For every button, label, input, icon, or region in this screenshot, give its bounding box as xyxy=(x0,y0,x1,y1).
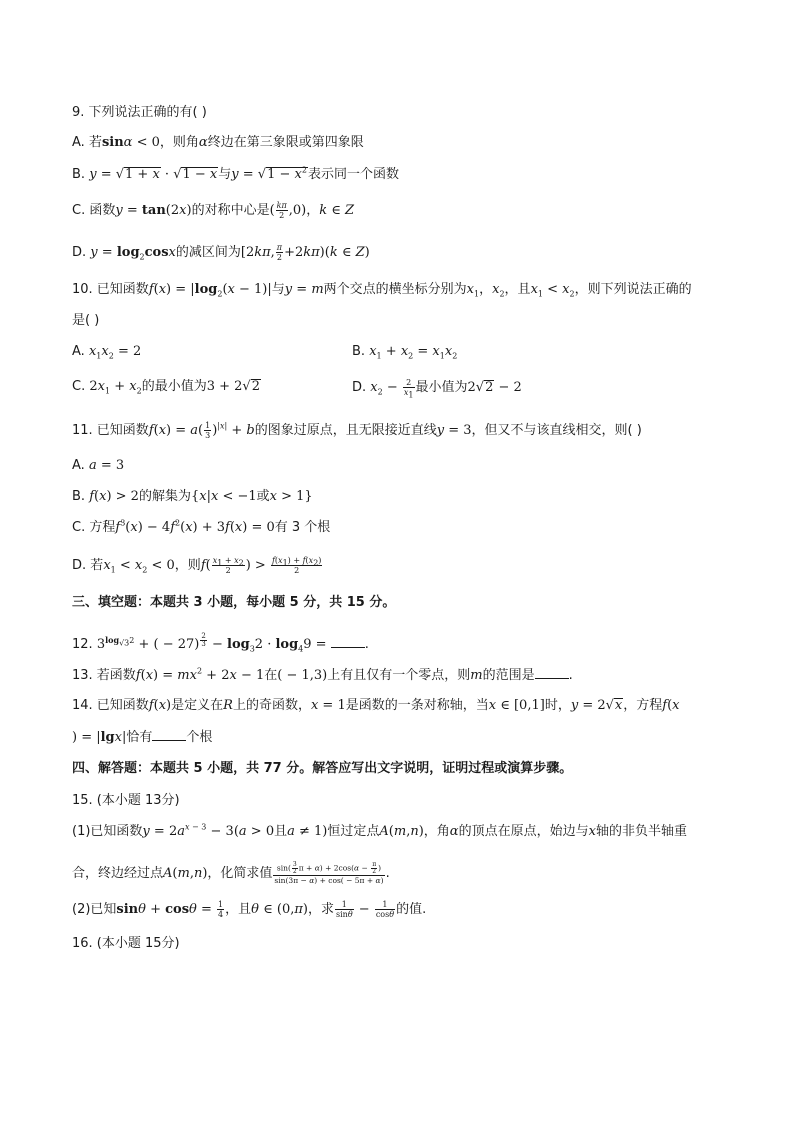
q9-option-c: C. 函数y = tan(2x)的对称中心是( $\frac{k\pi}{2}$ ,0)，k ∈ Z xyxy=(72,201,355,220)
q10-option-d: D. $x_2$ − $\frac{2}{x_1}$ 最小值为2√2 − 2 xyxy=(352,378,522,400)
q14-answer-blank[interactable] xyxy=(152,728,186,741)
section3-heading: 三、填空题：本题共 3 小题，每小题 5 分，共 15 分。 xyxy=(72,595,396,610)
q12-answer-blank[interactable] xyxy=(331,635,365,648)
q15-part1-line1: (1)已知函数$y = 2a^{x - 3} - 3(a > 0$且a ≠ 1)恒过定点A(m,n)，角α的顶点在原点，始边与x轴的非负半轴重 xyxy=(72,822,687,839)
q16-heading: 16. (本小题 15分) xyxy=(72,936,180,951)
q14-line2: ) = |lgx|恰有 个根 xyxy=(72,730,213,745)
q11-option-c: C. 方程$f^3(x) - 4f^2(x) + 3f(x) = 0$有 3 个根 xyxy=(72,518,331,535)
q11-stem: 11. 已知函数f(x) = a( $\frac{1}{3}$ )$^{|x|}$ + b的图象过原点，且无限接近直线y = 3，但又不与该直线相交，则( ) xyxy=(72,421,642,440)
q10-option-b: B. $x_1 + x_2 = x_1x_2$ xyxy=(352,344,458,361)
q9-option-b: B. y = √1 + x · √1 − x与$y = √1 - x^2$表示同一个函数 xyxy=(72,165,399,182)
q10-stem-line2: 是( ) xyxy=(72,313,100,328)
q11-option-b: B. f(x) > 2的解集为{x|x < −1或x > 1} xyxy=(72,489,313,504)
q15-part2: (2)已知sinθ + cosθ = $\frac{1}{4}$ ，且θ ∈ (0,π)，求 $\frac{1}{\sin\theta}$ − $\frac{1}{\cos\theta}$ 的值. xyxy=(72,900,427,919)
q9-option-a: A. 若sinα < 0，则角α终边在第三象限或第四象限 xyxy=(72,135,364,150)
q15-part1-line2: 合，终边经过点A(m,n)，化简求值 sin( $\frac{3}{2}$ π + α) + 2cos(α − $\frac{\pi}{2}$ ) sin(3π − α) + cos( − 5π + α) . xyxy=(72,861,390,885)
q9-stem: 9. 下列说法正确的有( ) xyxy=(72,105,207,120)
q11-option-a: A. a = 3 xyxy=(72,458,125,473)
q12: 12. $3^{log_{√3}2}$ + ( − 27) $^{\frac{2}{3}}$ − $\log_32 \cdot \log_49$ = . xyxy=(72,632,369,654)
q9-option-d: D. $y = \log_2\cos x$的减区间为[2kπ, $\frac{\pi}{2}$ +2kπ)(k ∈ Z) xyxy=(72,243,370,262)
q13-answer-blank[interactable] xyxy=(535,666,569,679)
q15-heading: 15. (本小题 13分) xyxy=(72,793,180,808)
q11-option-d: D. 若$x_1 < x_2 < 0$，则f( $\frac{x_1 + x_2}{2}$ ) > $\frac{f(x_1) + f(x_2)}{2}$ xyxy=(72,556,322,575)
section4-heading: 四、解答题：本题共 5 小题，共 77 分。解答应写出文字说明，证明过程或演算步骤。 xyxy=(72,761,573,776)
q10-option-a: A. $x_1x_2 = 2$ xyxy=(72,344,142,361)
q10-stem-line1: 10. 已知函数$f(x) = |\log_2(x - 1)|$与y = m两个交点的横坐标分别为$x_1$，$x_2$，且$x_1 < x_2$，则下列说法正确的 xyxy=(72,282,692,299)
q10-option-c: C. $2x_1 + x_2$的最小值为3 + 2√2 xyxy=(72,379,260,396)
q13: 13. 若函数$f(x) = mx^2 + 2x - 1$在( − 1,3)上有且仅有一个零点，则m的范围是 . xyxy=(72,666,573,683)
q14-line1: 14. 已知函数f(x)是定义在R上的奇函数，x = 1是函数的一条对称轴，当x ∈ [0,1]时，y = 2√x，方程f(x xyxy=(72,698,680,713)
